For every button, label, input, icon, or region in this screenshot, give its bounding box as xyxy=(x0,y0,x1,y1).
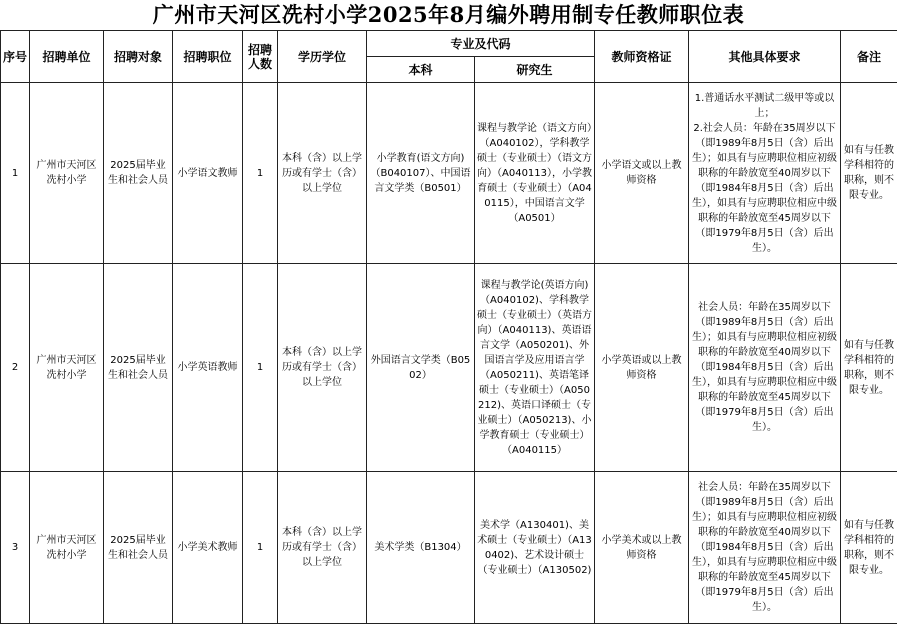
cell-certificate: 小学语文或以上教师资格 xyxy=(595,83,689,264)
cell-unit: 广州市天河区冼村小学 xyxy=(30,264,104,472)
header-position: 招聘职位 xyxy=(173,31,243,83)
cell-position: 小学语文教师 xyxy=(173,83,243,264)
header-certificate: 教师资格证 xyxy=(595,31,689,83)
cell-seq: 2 xyxy=(1,264,30,472)
table-row xyxy=(1,472,897,624)
cell-count: 1 xyxy=(243,83,278,264)
header-unit: 招聘单位 xyxy=(30,31,104,83)
cell-education: 本科（含）以上学历或有学士（含）以上学位 xyxy=(278,472,367,624)
header-seq: 序号 xyxy=(1,31,30,83)
header-major-group: 专业及代码 xyxy=(367,31,595,57)
cell-undergrad: 小学教育(语文方向)（B040107）、中国语言文学类（B0501） xyxy=(367,83,475,264)
cell-unit: 广州市天河区冼村小学 xyxy=(30,472,104,624)
cell-education: 本科（含）以上学历或有学士（含）以上学位 xyxy=(278,83,367,264)
positions-table xyxy=(0,30,897,624)
cell-seq: 3 xyxy=(1,472,30,624)
cell-count: 1 xyxy=(243,472,278,624)
page-title: 广州市天河区冼村小学2025年8月编外聘用制专任教师职位表 xyxy=(152,2,745,27)
cell-requirements: 1.普通话水平测试二级甲等或以上； 2.社会人员：年龄在35周岁以下（即1989年8月5日（含）后出生）；如具有与应聘职位相应初级职称的年龄放宽至40周岁以下（即1984年8月5日（含）后出生），如具有与应聘职位相应中级职称的年龄放宽至45周岁以下（即1979年8月5日（含）后出生）。 xyxy=(689,83,841,264)
header-requirements: 其他具体要求 xyxy=(689,31,841,83)
cell-grad: 课程与教学论(英语方向)（A040102)、学科教学硕士（专业硕士）（英语方向）（A040113)、英语语言文学（A050201)、外国语言学及应用语言学（A050211)、英语笔译硕士（专业硕士）（A050212)、英语口译硕士（专业硕士）（A050213)、小学教育硕士（专业硕士）（A040115） xyxy=(475,264,595,472)
cell-target: 2025届毕业生和社会人员 xyxy=(104,264,173,472)
header-grad: 研究生 xyxy=(475,57,595,83)
cell-grad: 课程与教学论（语文方向）（A040102），学科教学硕士（专业硕士）（语文方向）（A040113），小学教育硕士（专业硕士）（A040115），中国语言文学（A0501） xyxy=(475,83,595,264)
header-count: 招聘 人数 xyxy=(243,31,278,83)
cell-notes: 如有与任教学科相符的职称，则不限专业。 xyxy=(841,83,897,264)
header-notes: 备注 xyxy=(841,31,897,83)
cell-count: 1 xyxy=(243,264,278,472)
cell-requirements: 社会人员：年龄在35周岁以下（即1989年8月5日（含）后出生）；如具有与应聘职位相应初级职称的年龄放宽至40周岁以下（即1984年8月5日（含）后出生），如具有与应聘职位相应中级职称的年龄放宽至45周岁以下（即1979年8月5日（含）后出生）。 xyxy=(689,264,841,472)
cell-notes: 如有与任教学科相符的职称，则不限专业。 xyxy=(841,472,897,624)
cell-requirements: 社会人员：年龄在35周岁以下（即1989年8月5日（含）后出生）；如具有与应聘职位相应初级职称的年龄放宽至40周岁以下（即1984年8月5日（含）后出生），如具有与应聘职位相应中级职称的年龄放宽至45周岁以下（即1979年8月5日（含）后出生）。 xyxy=(689,472,841,624)
cell-target: 2025届毕业生和社会人员 xyxy=(104,83,173,264)
cell-unit: 广州市天河区冼村小学 xyxy=(30,83,104,264)
cell-undergrad: 外国语言文学类（B0502） xyxy=(367,264,475,472)
table-row xyxy=(1,83,897,264)
cell-notes: 如有与任教学科相符的职称，则不限专业。 xyxy=(841,264,897,472)
cell-target: 2025届毕业生和社会人员 xyxy=(104,472,173,624)
cell-certificate: 小学美术或以上教师资格 xyxy=(595,472,689,624)
header-undergrad: 本科 xyxy=(367,57,475,83)
cell-seq: 1 xyxy=(1,83,30,264)
header-education: 学历学位 xyxy=(278,31,367,83)
cell-undergrad: 美术学类（B1304） xyxy=(367,472,475,624)
table-row xyxy=(1,264,897,472)
cell-grad: 美术学（A130401)、美术硕士（专业硕士）（A130402)、艺术设计硕士（专业硕士）（A130502) xyxy=(475,472,595,624)
cell-education: 本科（含）以上学历或有学士（含）以上学位 xyxy=(278,264,367,472)
cell-certificate: 小学英语或以上教师资格 xyxy=(595,264,689,472)
header-target: 招聘对象 xyxy=(104,31,173,83)
cell-position: 小学英语教师 xyxy=(173,264,243,472)
cell-position: 小学美术教师 xyxy=(173,472,243,624)
